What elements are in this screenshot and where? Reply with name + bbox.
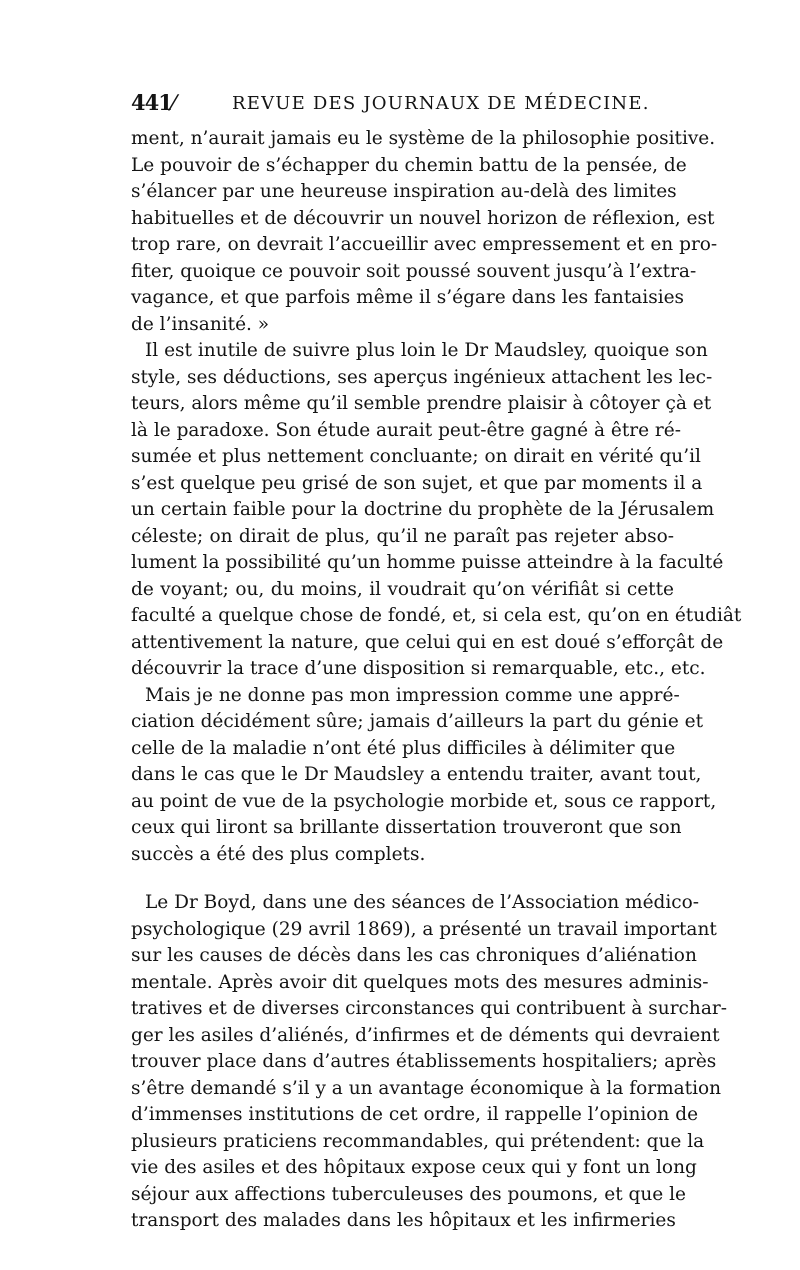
- paragraph-gap: [131, 868, 674, 890]
- text-line: trouver place dans d’autres établissements hospitaliers; après: [131, 1051, 717, 1072]
- text-line: ment, n’aurait jamais eu le système de la philosophie positive.: [131, 128, 716, 149]
- body-text: [131, 126, 742, 1235]
- page-number: 441⁄: [131, 90, 175, 115]
- text-line: s’est quelque peu grisé de son sujet, et que par moments il a: [131, 472, 703, 494]
- paragraph-4: [131, 890, 727, 1235]
- text-line: vagance, et que parfois même il s’égare dans les fantaisies: [131, 287, 685, 308]
- text-line: faculté a quelque chose de fondé, et, si cela est, qu’on en étudiât: [131, 605, 742, 626]
- text-line: celle de la maladie n’ont été plus difficiles à délimiter que: [131, 737, 676, 759]
- text-line: d’immenses institutions de cet ordre, il rappelle l’opinion de: [131, 1104, 699, 1125]
- text-line: habituelles et de découvrir un nouvel horizon de réflexion, est: [131, 207, 715, 229]
- text-line: de voyant; ou, du moins, il voudrait qu’on vérifiât si cette: [131, 578, 674, 600]
- text-line: ceux qui liront sa brillante dissertation trouveront que son: [131, 817, 682, 838]
- text-line: découvrir la trace d’une disposition si remarquable, etc., etc.: [131, 658, 706, 679]
- text-line: un certain faible pour la doctrine du prophète de la Jérusalem: [131, 499, 715, 520]
- text-line: ger les asiles d’aliénés, d’infirmes et de déments qui devraient: [131, 1024, 720, 1046]
- text-line: trop rare, on devrait l’accueillir avec empressement et en pro-: [131, 234, 718, 255]
- text-line: Le pouvoir de s’échapper du chemin battu de la pensée, de: [131, 154, 687, 176]
- running-title: REVUE DES JOURNAUX DE MÉDECINE.: [232, 93, 650, 114]
- text-line: dans le cas que le Dr Maudsley a entendu traiter, avant tout,: [131, 764, 702, 785]
- text-line: tratives et de diverses circonstances qui contribuent à surchar-: [131, 998, 727, 1019]
- text-line: sumée et plus nettement concluante; on dirait en vérité qu’il: [131, 446, 701, 467]
- text-line: succès a été des plus complets.: [131, 843, 426, 865]
- text-line: transport des malades dans les hôpitaux et les infirmeries: [131, 1210, 676, 1231]
- paragraph-2: [131, 338, 742, 683]
- text-line: fiter, quoique ce pouvoir soit poussé souvent jusqu’à l’extra-: [131, 260, 697, 282]
- text-line: s’élancer par une heureuse inspiration au-delà des limites: [131, 181, 677, 202]
- text-line: attentivement la nature, que celui qui en est doué s’efforçât de: [131, 631, 724, 653]
- text-line: psychologique (29 avril 1869), a présenté un travail important: [131, 918, 717, 940]
- text-line: lument la possibilité qu’un homme puisse atteindre à la faculté: [131, 552, 724, 573]
- text-line: Il est inutile de suivre plus loin le Dr Maudsley, quoique son: [145, 340, 708, 361]
- text-line: ciation décidément sûre; jamais d’ailleurs la part du génie et: [131, 711, 704, 732]
- text-line: mentale. Après avoir dit quelques mots des mesures adminis-: [131, 971, 709, 993]
- text-line: s’être demandé s’il y a un avantage économique à la formation: [131, 1077, 722, 1099]
- text-line: céleste; on dirait de plus, qu’il ne paraît pas rejeter abso-: [131, 525, 674, 547]
- text-line: là le paradoxe. Son étude aurait peut-être gagné à être ré-: [131, 419, 681, 441]
- text-line: au point de vue de la psychologie morbide et, sous ce rapport,: [131, 790, 717, 812]
- text-line: style, ses déductions, ses aperçus ingénieux attachent les lec-: [131, 366, 713, 388]
- page-header: [0, 90, 800, 120]
- text-line: teurs, alors même qu’il semble prendre plaisir à côtoyer çà et: [131, 393, 712, 414]
- paragraph-1: [131, 126, 718, 338]
- paragraph-3: [131, 683, 717, 869]
- text-line: sur les causes de décès dans les cas chroniques d’aliénation: [131, 945, 697, 966]
- text-line: séjour aux affections tuberculeuses des poumons, et que le: [131, 1183, 686, 1205]
- text-line: plusieurs praticiens recommandables, qui prétendent: que la: [131, 1130, 705, 1152]
- text-line: de l’insanité. »: [131, 313, 270, 335]
- text-line: Mais je ne donne pas mon impression comme une appré-: [145, 684, 680, 706]
- text-line: vie des asiles et des hôpitaux expose ceux qui y font un long: [131, 1157, 697, 1178]
- text-line: Le Dr Boyd, dans une des séances de l’Association médico-: [145, 892, 700, 913]
